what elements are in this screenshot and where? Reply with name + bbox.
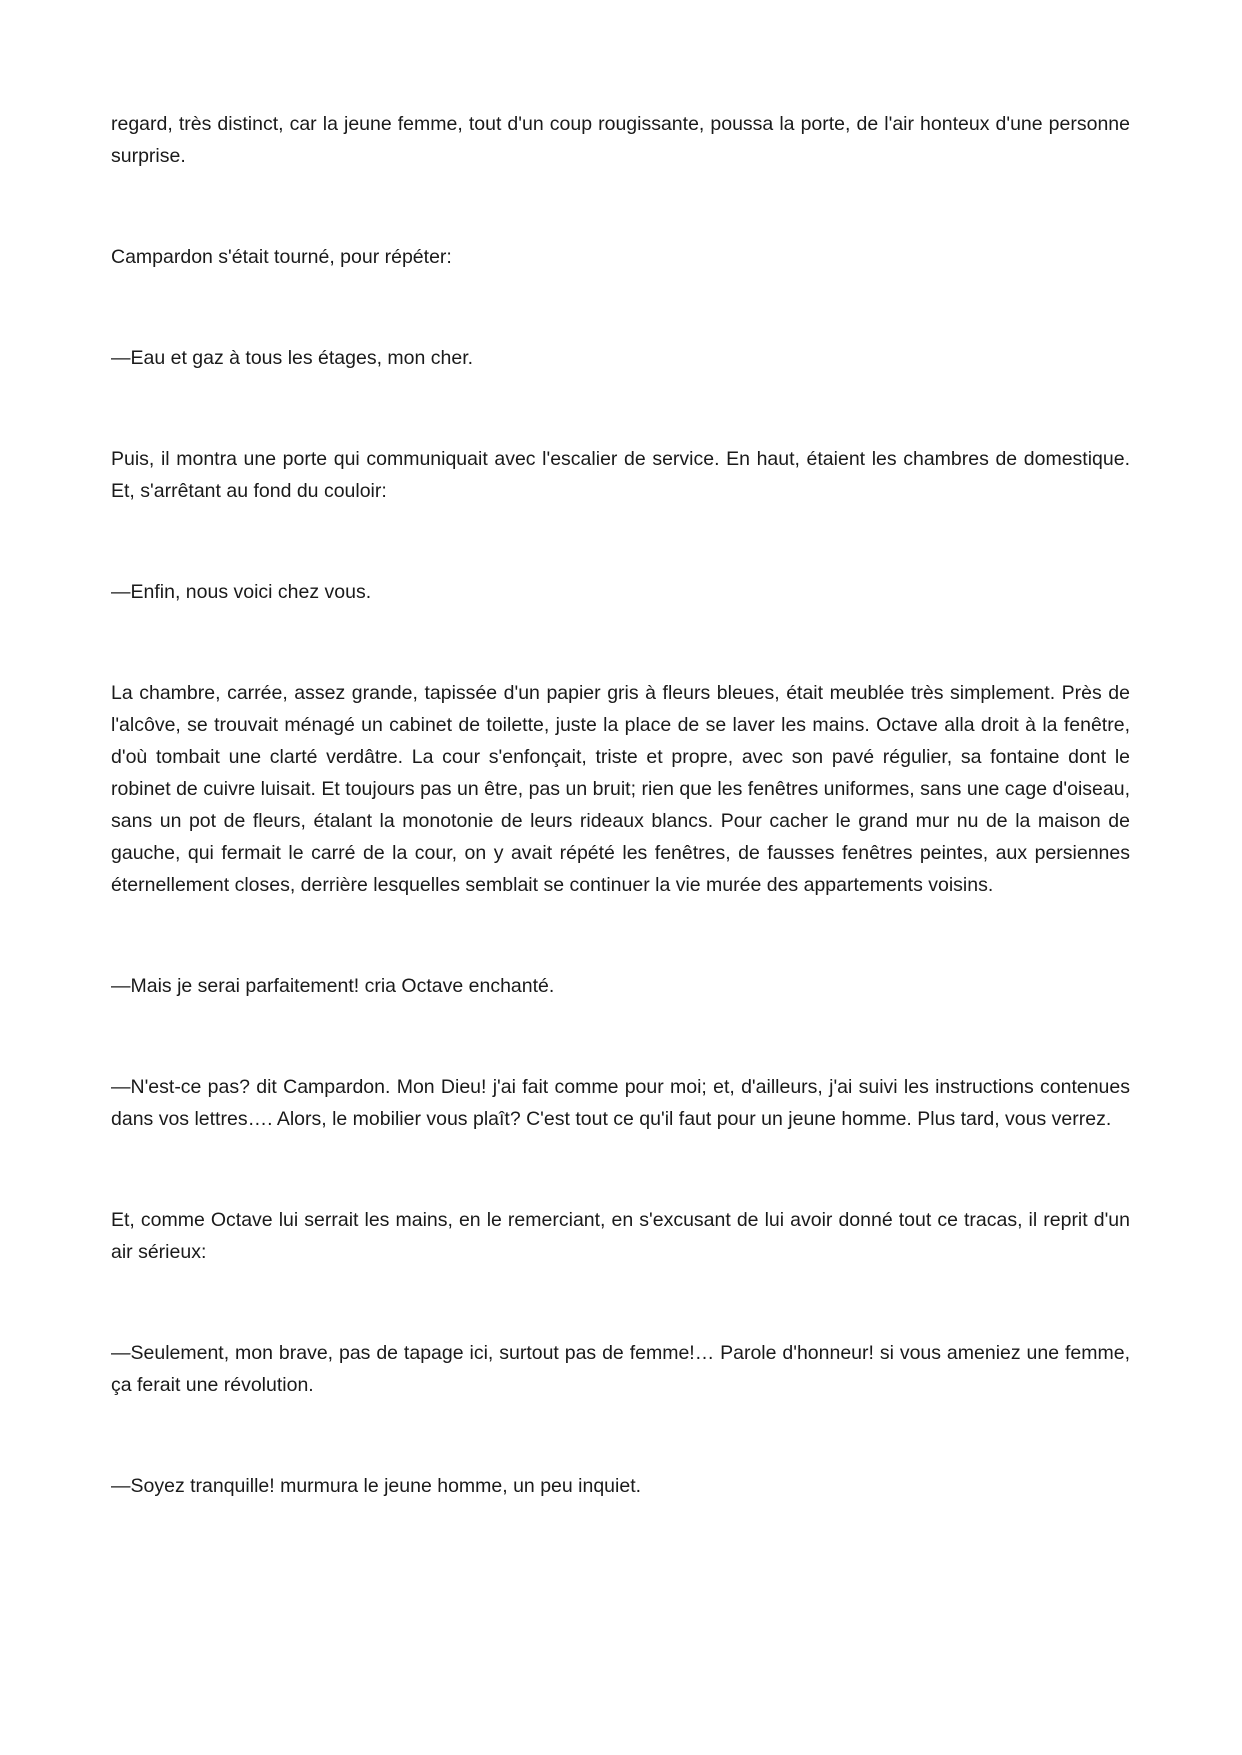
paragraph: —Soyez tranquille! murmura le jeune homme, un peu inquiet. <box>111 1475 642 1497</box>
paragraph: —Eau et gaz à tous les étages, mon cher. <box>111 347 474 369</box>
paragraph: —Seulement, mon brave, pas de tapage ici, surtout pas de femme!… Parole d'honneur! si vous ameniez une femme, ça ferait une révolution. <box>111 1342 1130 1396</box>
paragraph: —Enfin, nous voici chez vous. <box>111 581 372 603</box>
paragraph: Campardon s'était tourné, pour répéter: <box>111 246 452 268</box>
paragraph: La chambre, carrée, assez grande, tapissée d'un papier gris à fleurs bleues, était meublée très simplement. Près de l'alcôve, se trouvait ménagé un cabinet de toilette, juste la place de se laver les mains. Octave alla droit à la fenêtre, d'où tombait une clarté verdâtre. La cour s'enfonçait, triste et propre, avec son pavé régulier, sa fontaine dont le robinet de cuivre luisait. Et toujours pas un être, pas un bruit; rien que les fenêtres uniformes, sans une cage d'oiseau, sans un pot de fleurs, étalant la monotonie de leurs rideaux blancs. Pour cacher le grand mur nu de la maison de gauche, qui fermait le carré de la cour, on y avait répété les fenêtres, de fausses fenêtres peintes, aux persiennes éternellement closes, derrière lesquelles semblait se continuer la vie murée des appartements voisins. <box>111 682 1130 896</box>
paragraph: Puis, il montra une porte qui communiquait avec l'escalier de service. En haut, étaient les chambres de domestique. Et, s'arrêtant au fond du couloir: <box>111 448 1130 502</box>
paragraph: —N'est-ce pas? dit Campardon. Mon Dieu! j'ai fait comme pour moi; et, d'ailleurs, j'ai suivi les instructions contenues dans vos lettres…. Alors, le mobilier vous plaît? C'est tout ce qu'il faut pour un jeune homme. Plus tard, vous verrez. <box>111 1076 1130 1130</box>
paragraph: regard, très distinct, car la jeune femme, tout d'un coup rougissante, poussa la porte, de l'air honteux d'une personne surprise. <box>111 113 1130 167</box>
paragraph: Et, comme Octave lui serrait les mains, en le remerciant, en s'excusant de lui avoir donné tout ce tracas, il reprit d'un air sérieux: <box>111 1209 1130 1263</box>
paragraph: —Mais je serai parfaitement! cria Octave enchanté. <box>111 975 555 997</box>
document-page <box>111 108 1130 1502</box>
